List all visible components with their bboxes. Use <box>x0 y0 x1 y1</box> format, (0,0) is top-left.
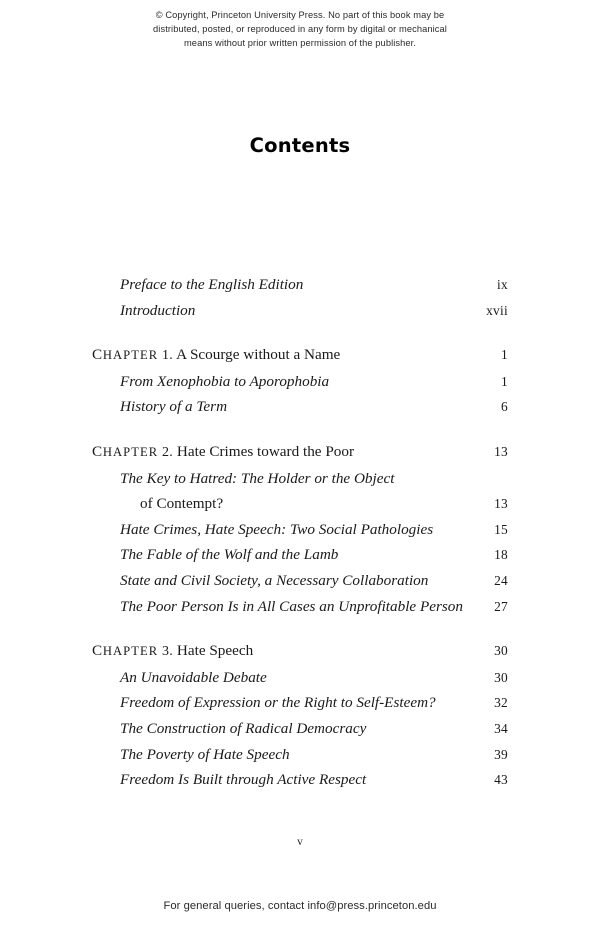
toc-entry-page: 15 <box>494 521 508 537</box>
toc-entry-title: From Xenophobia to Aporophobia <box>120 372 330 390</box>
toc-entry-section[interactable] <box>92 517 508 543</box>
toc-entry-page: 39 <box>494 746 508 762</box>
toc-entry-section[interactable] <box>92 594 508 620</box>
toc-entry-chapter[interactable] <box>92 342 508 369</box>
chapter-number: 1. <box>162 348 174 364</box>
toc-entry-front-matter[interactable] <box>92 272 508 298</box>
toc-entry-title: The Poverty of Hate Speech <box>120 745 290 763</box>
toc-entry-section[interactable] <box>92 665 508 691</box>
toc-entry-page: 34 <box>494 720 508 736</box>
toc-entry-page: 18 <box>494 547 508 563</box>
toc-chapter-label <box>92 439 354 466</box>
chapter-word-rest: HAPTER <box>102 348 159 363</box>
chapter-title: Hate Crimes toward the Poor <box>176 442 355 460</box>
toc-entry-section[interactable] <box>92 716 508 742</box>
toc-entry-page: 13 <box>494 443 508 459</box>
toc-chapter-label <box>92 342 340 369</box>
toc-entry-page: 30 <box>494 643 508 659</box>
toc-entry-page: 1 <box>501 373 508 389</box>
chapter-word <box>92 644 158 658</box>
toc-entry-page: 13 <box>494 496 508 512</box>
copyright-line-1: © Copyright, Princeton University Press. No part of this book may be <box>155 10 445 20</box>
toc-entry-section[interactable] <box>92 542 508 568</box>
toc-entry-title: Introduction <box>120 301 196 319</box>
toc-entry-front-matter[interactable] <box>92 298 508 324</box>
toc-entry-section[interactable] <box>92 466 508 517</box>
chapter-title: A Scourge without a Name <box>176 346 341 364</box>
toc-entry-title: State and Civil Society, a Necessary Collaboration <box>120 571 429 589</box>
toc-entry-title: The Fable of the Wolf and the Lamb <box>120 546 339 564</box>
chapter-word <box>92 442 159 460</box>
toc-entry-page: xvii <box>486 302 508 318</box>
chapter-word-initial: C <box>92 346 103 364</box>
copyright-notice <box>0 8 600 51</box>
toc-entry-title: Freedom Is Built through Active Respect <box>120 771 367 789</box>
toc-entry-page: 43 <box>494 772 508 788</box>
chapter-word-rest: HAPTER <box>102 444 159 459</box>
chapter-word-initial: C <box>92 642 103 660</box>
footer-query-note: For general queries, contact info@press.princeton.edu <box>163 900 437 912</box>
toc-entry-section[interactable] <box>92 742 508 768</box>
chapter-number: 3. <box>162 644 174 660</box>
toc-entry-title: Hate Crimes, Hate Speech: Two Social Pathologies <box>120 520 434 538</box>
toc-entry-page: 6 <box>501 399 508 415</box>
chapter-title: Hate Speech <box>176 642 254 660</box>
chapter-word-initial: C <box>92 442 103 460</box>
toc-entry-section[interactable] <box>92 394 508 420</box>
page-title: Contents <box>249 134 351 157</box>
toc-entry-title-continuation: of Contempt? <box>140 495 224 513</box>
toc-entry-page: 1 <box>501 347 508 363</box>
folio-page-number: v <box>297 836 303 848</box>
chapter-number: 2. <box>162 444 174 460</box>
toc-entry-title: History of a Term <box>120 398 228 416</box>
toc-entry-title: Freedom of Expression or the Right to Self-Esteem? <box>120 694 436 712</box>
toc-entry-title: Preface to the English Edition <box>120 276 304 293</box>
toc-entry-section[interactable] <box>92 767 508 793</box>
chapter-word <box>92 348 158 362</box>
toc-entry-chapter[interactable] <box>92 638 508 665</box>
toc-entry-title: The Key to Hatred: The Holder or the Object <box>120 469 395 487</box>
chapter-word-rest: HAPTER <box>102 644 159 659</box>
toc-entry-section[interactable] <box>92 369 508 395</box>
table-of-contents <box>92 272 508 793</box>
toc-entry-page: 24 <box>494 572 508 588</box>
copyright-line-3: means without prior written permission of the publisher. <box>183 38 417 49</box>
toc-entry-section[interactable] <box>92 568 508 594</box>
copyright-line-2: distributed, posted, or reproduced in any form by digital or mechanical <box>153 24 447 35</box>
toc-entry-title: The Construction of Radical Democracy <box>120 719 367 737</box>
toc-chapter-label <box>92 638 253 665</box>
toc-entry-section[interactable] <box>92 690 508 716</box>
toc-entry-page: ix <box>497 277 508 292</box>
toc-entry-page: 27 <box>494 598 508 614</box>
toc-entry-page: 32 <box>494 695 508 711</box>
toc-entry-page: 30 <box>494 669 508 685</box>
toc-entry-title: An Unavoidable Debate <box>120 668 267 686</box>
toc-entry-title: The Poor Person Is in All Cases an Unprofitable Person <box>120 597 463 615</box>
toc-entry-chapter[interactable] <box>92 439 508 466</box>
